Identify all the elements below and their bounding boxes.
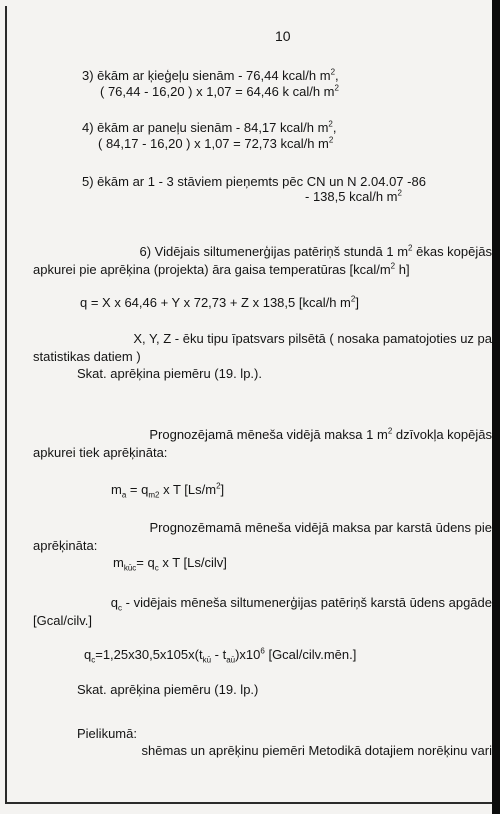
item-3-line-2: ( 76,44 - 16,20 ) x 1,07 = 64,46 k cal/h $m^2$ xyxy=(100,83,339,99)
prognosis-1-line-2: apkurei tiek aprēķināta: xyxy=(33,445,168,460)
item-6-line-1: 6) Vidējais siltumenerģijas patēriņš stundā 1 $m^2$ ēkas kopējās xyxy=(139,243,492,259)
xyz-line-2: statistikas datiem ) xyxy=(33,349,141,364)
prognosis-2-line-2: aprēķināta: xyxy=(33,538,98,553)
xyz-line-1: X, Y, Z - ēku tipu īpatsvars pilsētā ( nosaka pamatojoties uz pa xyxy=(133,331,492,346)
qc-definition-line-1: $q_c$ - vidējais mēneša siltumenerģijas patēriņš karstā ūdens apgāde xyxy=(110,595,492,613)
formula-ma: $m_a = q_{m2}$ x T $[Ls/m^2]$ xyxy=(111,481,225,500)
item-4-line-1: 4) ēkām ar paneļu sienām - 84,17 kcal/h $m^2$, xyxy=(82,119,337,135)
appendix-title: Pielikumā: xyxy=(77,726,137,741)
item-6-line-2: apkurei pie aprēķina (projekta) āra gaisa temperatūras [$kcal/m^2$ h] xyxy=(33,261,410,277)
formula-qc: $q_c=1,25x30,5x105x(t_{kū} - t_{aū})x10^6$ [Gcal/cilv.mēn.] xyxy=(84,646,357,665)
prognosis-2-line-1: Prognozēmamā mēneša vidējā maksa par karstā ūdens pie xyxy=(149,520,492,535)
xyz-see-example: Skat. aprēķina piemēru (19. lp.). xyxy=(77,366,262,381)
scan-dark-edge xyxy=(492,0,500,814)
qc-definition-line-2: [Gcal/cilv.] xyxy=(33,613,92,628)
prognosis-1-line-1: Prognozējamā mēneša vidējā maksa 1 $m^2$ dzīvokļa kopējās xyxy=(149,426,492,442)
item-3-line-1: 3) ēkām ar ķieģeļu sienām - 76,44 kcal/h $m^2$, xyxy=(82,67,339,83)
see-example-2: Skat. aprēķina piemēru (19. lp.) xyxy=(77,682,259,697)
appendix-text: shēmas un aprēķinu piemēri Metodikā dotajiem norēķinu vari xyxy=(141,743,492,758)
item-5-line-2: - 138,5 kcal/h $m^2$ xyxy=(305,188,402,204)
item-4-line-2: ( 84,17 - 16,20 ) x 1,07 = 72,73 kcal/h $m^2$ xyxy=(98,135,334,151)
formula-mkuc: $m_{kūc}= q_c$ x T [Ls/cilv] xyxy=(113,555,227,573)
page-number: 10 xyxy=(275,28,291,44)
item-5-line-1: 5) ēkām ar 1 - 3 stāviem pieņemts pēc CN un N 2.04.07 -86 xyxy=(82,174,426,189)
formula-q: q = X x 64,46 + Y x 72,73 + Z x 138,5 [kcal/h $m^2$] xyxy=(80,294,359,310)
